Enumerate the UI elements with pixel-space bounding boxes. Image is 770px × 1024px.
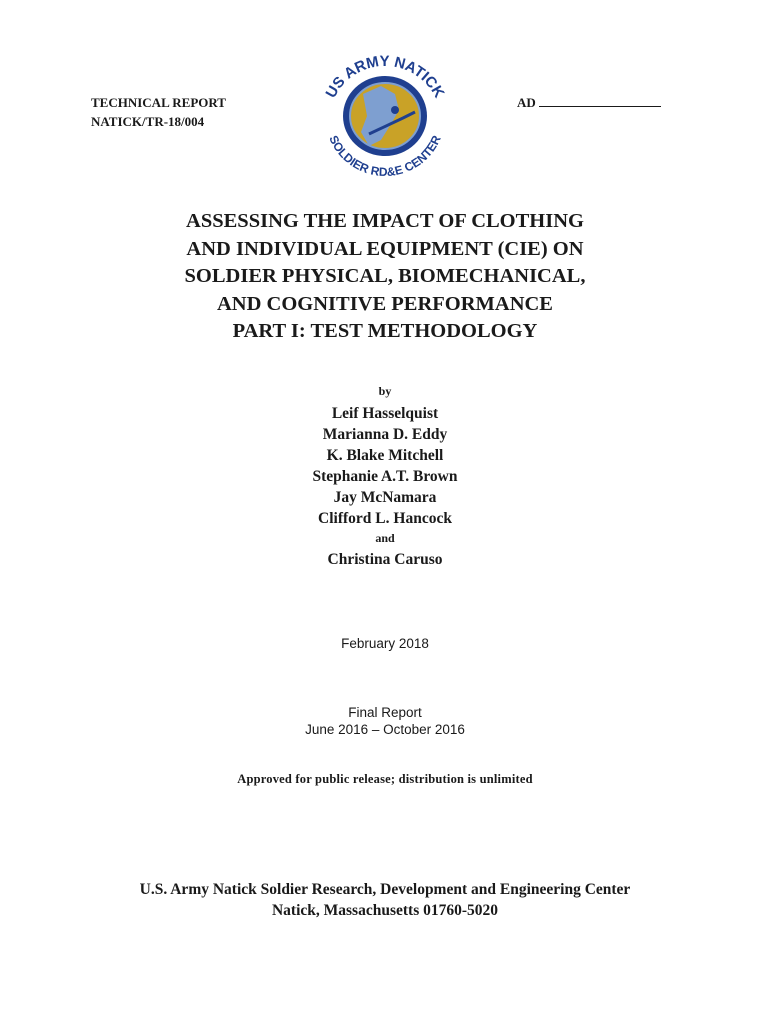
report-status-label: Final Report — [348, 705, 422, 720]
report-status — [85, 704, 685, 738]
seal-top-text: US ARMY NATICK — [322, 52, 448, 101]
author-name: Stephanie A.T. Brown — [312, 468, 458, 485]
title-line: AND INDIVIDUAL EQUIPMENT (CIE) ON — [186, 237, 584, 260]
report-number: NATICK/TR-18/004 — [91, 114, 205, 129]
title-line: ASSESSING THE IMPACT OF CLOTHING — [186, 210, 584, 232]
author-list — [85, 403, 685, 570]
report-title — [85, 208, 685, 346]
publication-date: February 2018 — [341, 636, 429, 651]
report-identifier — [91, 93, 226, 131]
title-line: SOLDIER PHYSICAL, BIOMECHANICAL, — [184, 265, 586, 287]
organization-address: Natick, Massachusetts 01760-5020 — [271, 902, 499, 919]
author-name: K. Blake Mitchell — [326, 447, 444, 464]
author-name: Marianna D. Eddy — [322, 426, 448, 443]
author-name: Jay McNamara — [333, 489, 437, 506]
title-line: AND COGNITIVE PERFORMANCE — [217, 292, 553, 315]
distribution-statement: Approved for public release; distribution is unlimited — [237, 772, 533, 786]
seal-bottom-text: SOLDIER RD&E CENTER — [326, 133, 444, 176]
ad-label: AD — [517, 95, 536, 110]
by-label: by — [378, 384, 392, 398]
author-name: Clifford L. Hancock — [318, 510, 452, 527]
organization-block — [35, 879, 735, 921]
organization-name: U.S. Army Natick Soldier Research, Development and Engineering Center — [139, 881, 631, 898]
title-line: PART I: TEST METHODOLOGY — [232, 320, 538, 342]
report-type: TECHNICAL REPORT — [91, 95, 226, 110]
and-label: and — [375, 531, 395, 545]
ad-blank-line — [539, 93, 661, 107]
report-period: June 2016 – October 2016 — [305, 722, 465, 737]
ad-field — [517, 93, 661, 112]
author-name: Leif Hasselquist — [331, 405, 439, 422]
natick-center-seal-logo — [311, 50, 459, 176]
author-name: Christina Caruso — [327, 551, 443, 568]
